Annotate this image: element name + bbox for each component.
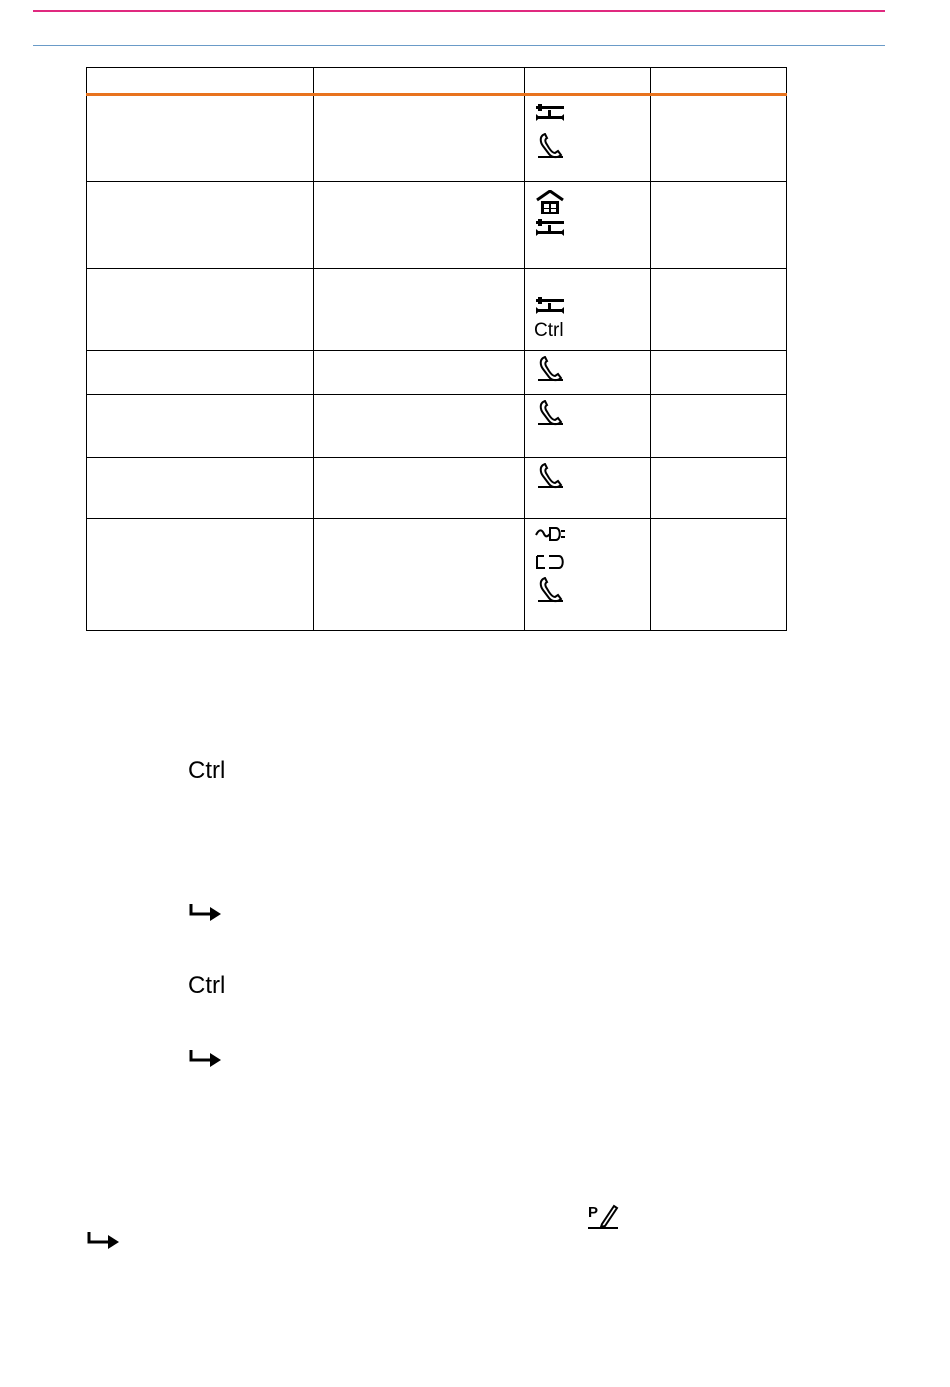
- table-cell: [651, 269, 787, 351]
- table-cell: [314, 182, 525, 269]
- table-cell-icons: [525, 351, 651, 395]
- table-cell: [87, 182, 314, 269]
- power-plug-icon: [534, 523, 566, 547]
- table-row: [87, 458, 787, 519]
- table-cell: [651, 351, 787, 395]
- table-header-row: [87, 68, 787, 95]
- table-header-cell: [314, 68, 525, 95]
- ctrl-key-label: Ctrl: [188, 972, 226, 999]
- table-header-cell: [651, 68, 787, 95]
- table-row: [87, 395, 787, 458]
- handset-icon: [534, 463, 566, 489]
- battery-icon: [534, 550, 566, 574]
- table-cell: [87, 519, 314, 631]
- table-cell: [314, 395, 525, 458]
- step-arrow-icon: [86, 1230, 122, 1250]
- table-cell-icons: [525, 519, 651, 631]
- home-screen-icon: [534, 190, 566, 216]
- wrench-icon: [534, 104, 566, 130]
- table-cell-icons: [525, 395, 651, 458]
- table-cell: [651, 458, 787, 519]
- table-cell: [314, 519, 525, 631]
- table-header-cell: [87, 68, 314, 95]
- step-arrow-icon: [188, 902, 224, 922]
- table-cell: [314, 269, 525, 351]
- table-cell: [651, 182, 787, 269]
- table-row: [87, 269, 787, 351]
- header-rule-magenta: [33, 10, 885, 12]
- table-cell: [651, 519, 787, 631]
- table-row: [87, 95, 787, 182]
- table-cell: [314, 95, 525, 182]
- wrench-icon: [534, 297, 566, 317]
- feature-table: [86, 67, 787, 631]
- handset-icon: [534, 400, 566, 426]
- table-cell: [87, 269, 314, 351]
- table-cell: [87, 351, 314, 395]
- table-row: [87, 519, 787, 631]
- table-cell: [314, 351, 525, 395]
- header-rule-blue: [33, 45, 885, 46]
- handset-icon: [534, 133, 566, 159]
- table-cell-icons: [525, 269, 651, 351]
- ctrl-key-label: Ctrl: [534, 320, 564, 341]
- table-cell: [651, 95, 787, 182]
- table-row: [87, 182, 787, 269]
- table-cell-icons: [525, 95, 651, 182]
- table-cell: [87, 458, 314, 519]
- table-cell: [651, 395, 787, 458]
- handset-icon: [534, 356, 566, 382]
- table-row: [87, 351, 787, 395]
- table-header-cell: [525, 68, 651, 95]
- table-cell: [314, 458, 525, 519]
- ctrl-key-label: Ctrl: [188, 757, 226, 784]
- program-pen-icon: [588, 1202, 620, 1230]
- handset-icon: [534, 577, 566, 603]
- table-cell: [87, 95, 314, 182]
- table-cell: [87, 395, 314, 458]
- table-cell-icons: [525, 182, 651, 269]
- table-cell-icons: [525, 458, 651, 519]
- wrench-icon: [534, 219, 566, 245]
- step-arrow-icon: [188, 1048, 224, 1068]
